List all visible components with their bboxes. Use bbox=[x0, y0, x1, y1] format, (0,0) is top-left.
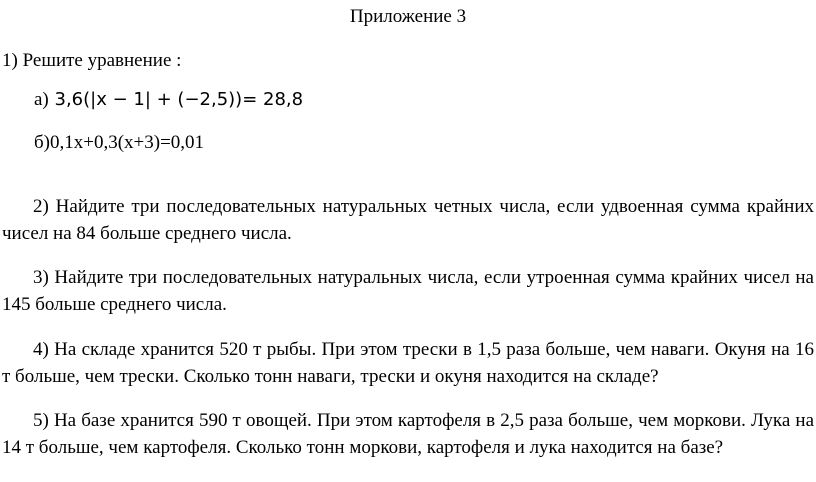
equation-a-label: а) bbox=[34, 89, 49, 110]
task-5-text: 5) На базе хранится 590 т овощей. При этом картофеля в 2,5 раза больше, чем моркови. Лука на 14 т больше, чем картофеля. Сколько тонн моркови, картофеля и лука находится на базе? bbox=[2, 410, 814, 458]
page-title: Приложение 3 bbox=[349, 6, 467, 27]
task-4-text: 4) На складе хранится 520 т рыбы. При этом трески в 1,5 раза больше, чем наваги. Окуня на 16 т больше, чем трески. Сколько тонн наваги, трески и окуня находится на складе? bbox=[2, 339, 814, 387]
equation-a bbox=[34, 88, 303, 112]
task-2-text: 2) Найдите три последовательных натуральных четных числа, если удвоенная сумма крайних чисел на 84 больше среднего числа. bbox=[2, 196, 814, 244]
task-1-heading: 1) Решите уравнение : bbox=[2, 50, 182, 71]
equation-b: б)0,1x+0,3(x+3)=0,01 bbox=[34, 132, 205, 153]
task-3-text: 3) Найдите три последовательных натуральных числа, если утроенная сумма крайних чисел на 145 больше среднего числа. bbox=[2, 267, 814, 315]
equation-a-expression: 3,6(|x − 1| + (−2,5))= 28,8 bbox=[48, 89, 304, 110]
